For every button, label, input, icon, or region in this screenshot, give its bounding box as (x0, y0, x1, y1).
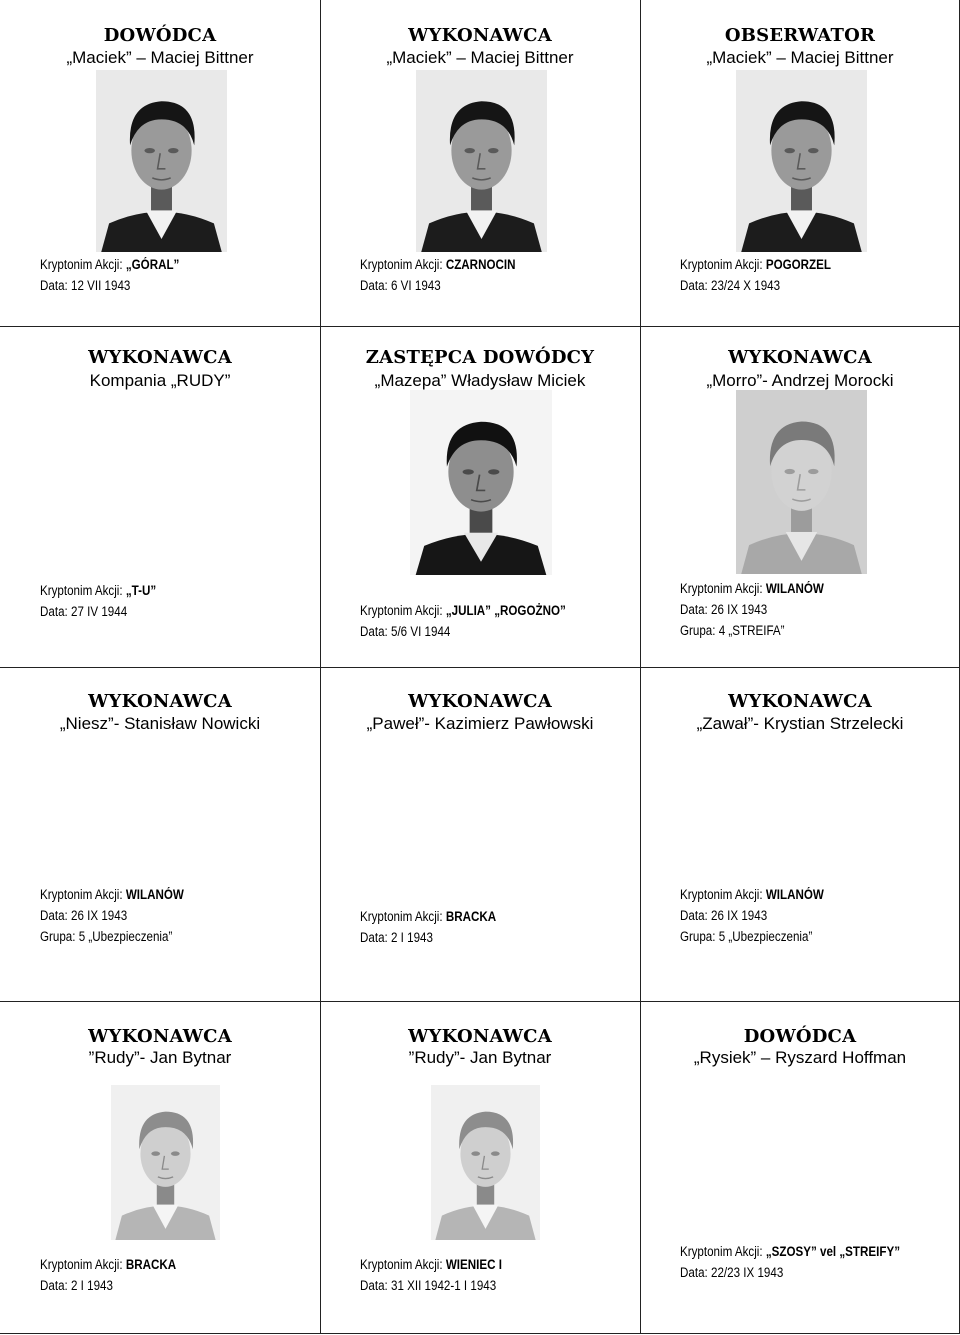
action-date: 22/23 IX 1943 (711, 1265, 784, 1280)
card-2 (320, 0, 640, 326)
action-codename: BRACKA (445, 909, 497, 924)
action-date: 2 I 1943 (391, 930, 433, 945)
action-label: Kryptonim Akcji: (360, 257, 443, 272)
action-codename: POGORZEL (765, 257, 831, 272)
date-label: Data: (680, 1265, 708, 1280)
action-group: 5 „Ubezpieczenia” (78, 929, 173, 944)
card-8 (320, 667, 640, 1001)
role-title: WYKONAWCA (88, 347, 232, 368)
action-label: Kryptonim Akcji: (40, 583, 123, 598)
date-label: Data: (680, 278, 708, 293)
action-date: 31 XII 1942-1 I 1943 (391, 1278, 497, 1293)
role-title: WYKONAWCA (408, 25, 552, 46)
role-title: ZASTĘPCA DOWÓDCY (365, 347, 595, 368)
action-date: 12 VII 1943 (71, 278, 131, 293)
role-title: WYKONAWCA (88, 691, 232, 712)
portrait-photo (736, 70, 867, 252)
person-name: „Maciek” – Maciej Bittner (66, 48, 254, 67)
portrait-photo (111, 1085, 220, 1240)
action-date: 26 IX 1943 (71, 908, 128, 923)
date-label: Data: (360, 624, 388, 639)
card-5 (320, 326, 640, 667)
card-1 (0, 0, 320, 326)
date-label: Data: (40, 1278, 68, 1293)
card-6 (640, 326, 960, 667)
person-name: ”Rudy”- Jan Bytnar (408, 1048, 552, 1067)
person-name: „Maciek” – Maciej Bittner (706, 48, 894, 67)
action-info (680, 254, 831, 296)
bottom-border (0, 1333, 960, 1334)
action-date: 6 VI 1943 (391, 278, 441, 293)
portrait-photo (736, 390, 867, 574)
action-info (40, 580, 156, 622)
date-label: Data: (360, 1278, 388, 1293)
action-info (360, 1254, 502, 1296)
action-codename: BRACKA (125, 1257, 177, 1272)
action-codename: „T-U” (125, 583, 157, 598)
action-label: Kryptonim Akcji: (680, 1244, 763, 1259)
action-info (360, 254, 515, 296)
card-7 (0, 667, 320, 1001)
portrait-photo (96, 70, 227, 252)
action-info (40, 1254, 176, 1296)
card-4 (0, 326, 320, 667)
action-label: Kryptonim Akcji: (680, 887, 763, 902)
person-name: „Niesz”- Stanisław Nowicki (59, 714, 261, 733)
person-name: „Morro”- Andrzej Morocki (706, 371, 894, 390)
action-info (40, 884, 184, 947)
action-label: Kryptonim Akcji: (360, 909, 443, 924)
action-label: Kryptonim Akcji: (40, 887, 123, 902)
action-codename: CZARNOCIN (445, 257, 516, 272)
role-title: WYKONAWCA (728, 347, 872, 368)
person-name: „Zawał”- Krystian Strzelecki (696, 714, 904, 733)
action-codename: WIENIEC I (445, 1257, 502, 1272)
action-label: Kryptonim Akcji: (40, 257, 123, 272)
person-name: „Paweł”- Kazimierz Pawłowski (366, 714, 594, 733)
action-info (360, 906, 496, 948)
action-date: 26 IX 1943 (711, 602, 768, 617)
person-name: „Mazepa” Władysław Miciek (374, 371, 586, 390)
portrait-photo (410, 390, 552, 575)
role-title: OBSERWATOR (724, 25, 876, 46)
card-10 (0, 1001, 320, 1333)
action-label: Kryptonim Akcji: (360, 1257, 443, 1272)
person-name: „Rysiek” – Ryszard Hoffman (693, 1048, 907, 1067)
action-info (360, 600, 566, 642)
date-label: Data: (360, 930, 388, 945)
role-title: DOWÓDCA (743, 1026, 857, 1047)
person-name: ”Rudy”- Jan Bytnar (88, 1048, 232, 1067)
action-codename: „SZOSY” vel „STREIFY” (765, 1244, 901, 1259)
action-group: 5 „Ubezpieczenia” (718, 929, 813, 944)
card-3 (640, 0, 960, 326)
date-label: Data: (40, 604, 68, 619)
group-label: Grupa: (40, 929, 76, 944)
action-codename: „JULIA” „ROGOŻNO” (445, 603, 566, 618)
action-label: Kryptonim Akcji: (360, 603, 443, 618)
action-info (40, 254, 179, 296)
action-label: Kryptonim Akcji: (40, 1257, 123, 1272)
card-11 (320, 1001, 640, 1333)
action-date: 26 IX 1943 (711, 908, 768, 923)
card-12 (640, 1001, 960, 1333)
role-title: DOWÓDCA (103, 25, 217, 46)
action-date: 5/6 VI 1944 (391, 624, 451, 639)
date-label: Data: (40, 908, 68, 923)
card-9 (640, 667, 960, 1001)
action-codename: „GÓRAL” (125, 257, 180, 272)
action-info (680, 578, 824, 641)
portrait-photo (431, 1085, 540, 1240)
action-date: 2 I 1943 (71, 1278, 113, 1293)
action-codename: WILANÓW (125, 887, 184, 902)
portrait-photo (416, 70, 547, 252)
role-title: WYKONAWCA (408, 1026, 552, 1047)
action-label: Kryptonim Akcji: (680, 581, 763, 596)
date-label: Data: (360, 278, 388, 293)
role-title: WYKONAWCA (88, 1026, 232, 1047)
person-name: „Maciek” – Maciej Bittner (386, 48, 574, 67)
action-date: 23/24 X 1943 (711, 278, 781, 293)
action-group: 4 „STREIFA” (718, 623, 785, 638)
group-label: Grupa: (680, 929, 716, 944)
action-info (680, 884, 824, 947)
person-name: Kompania „RUDY” (89, 371, 231, 390)
date-label: Data: (40, 278, 68, 293)
action-info (680, 1241, 900, 1283)
group-label: Grupa: (680, 623, 716, 638)
action-date: 27 IV 1944 (71, 604, 128, 619)
action-codename: WILANÓW (765, 581, 824, 596)
action-label: Kryptonim Akcji: (680, 257, 763, 272)
role-title: WYKONAWCA (408, 691, 552, 712)
role-title: WYKONAWCA (728, 691, 872, 712)
action-codename: WILANÓW (765, 887, 824, 902)
date-label: Data: (680, 602, 708, 617)
date-label: Data: (680, 908, 708, 923)
